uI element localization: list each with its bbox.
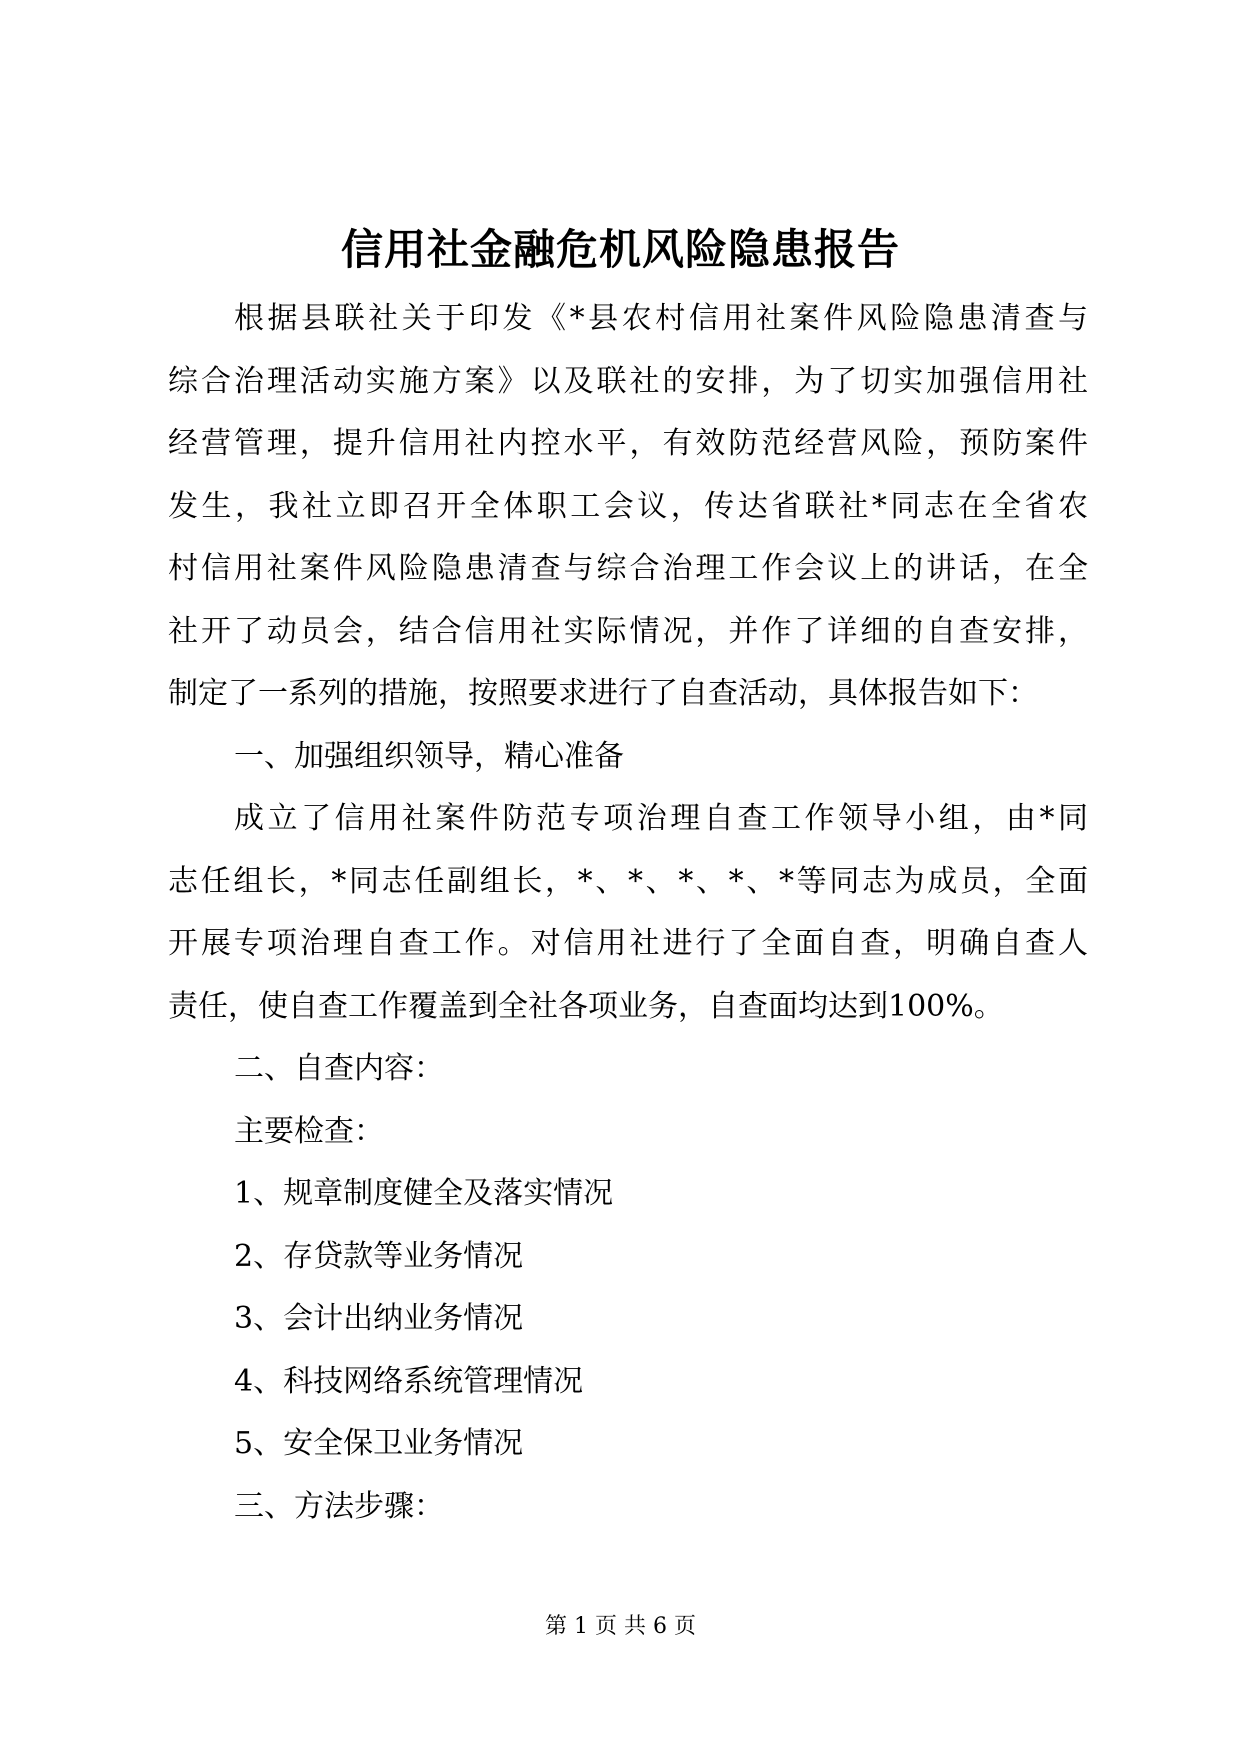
section1-line-1: 成立了信用社案件防范专项治理自查工作领导小组，由*同 <box>234 801 1088 836</box>
intro-line-2: 综合治理活动实施方案》以及联社的安排，为了切实加强信用社 <box>168 363 1088 399</box>
section1-line-4: 责任，使自查工作覆盖到全社各项业务，自查面均达到100%。 <box>168 988 1004 1024</box>
section2-subheading: 主要检查： <box>234 1113 384 1149</box>
check-item-1: 1、规章制度健全及落实情况 <box>234 1176 614 1211</box>
check-item-4: 4、科技网络系统管理情况 <box>234 1363 584 1399</box>
intro-line-1: 根据县联社关于印发《*县农村信用社案件风险隐患清查与 <box>234 301 1088 336</box>
intro-line-5: 村信用社案件风险隐患清查与综合治理工作会议上的讲话，在全 <box>168 551 1088 586</box>
check-item-3: 3、会计出纳业务情况 <box>234 1301 524 1336</box>
check-item-2: 2、存贷款等业务情况 <box>234 1238 524 1274</box>
intro-line-3: 经营管理，提升信用社内控水平，有效防范经营风险，预防案件 <box>168 426 1088 461</box>
document-body <box>168 288 1088 1538</box>
section1-line-2: 志任组长，*同志任副组长，*、*、*、*、*等同志为成员，全面 <box>168 863 1088 899</box>
intro-line-4: 发生，我社立即召开全体职工会议，传达省联社*同志在全省农 <box>168 488 1088 524</box>
page-number-footer: 第 1 页 共 6 页 <box>545 1614 696 1639</box>
intro-line-7: 制定了一系列的措施，按照要求进行了自查活动，具体报告如下： <box>168 676 1038 711</box>
document-title: 信用社金融危机风险隐患报告 <box>340 225 900 274</box>
section3-heading: 三、方法步骤： <box>234 1488 444 1524</box>
section2-heading: 二、自查内容： <box>234 1051 444 1086</box>
section1-line-3: 开展专项治理自查工作。对信用社进行了全面自查，明确自查人 <box>168 926 1088 961</box>
check-item-5: 5、安全保卫业务情况 <box>234 1426 524 1461</box>
intro-line-6: 社开了动员会，结合信用社实际情况，并作了详细的自查安排， <box>168 613 1088 649</box>
section1-heading: 一、加强组织领导，精心准备 <box>234 738 624 774</box>
